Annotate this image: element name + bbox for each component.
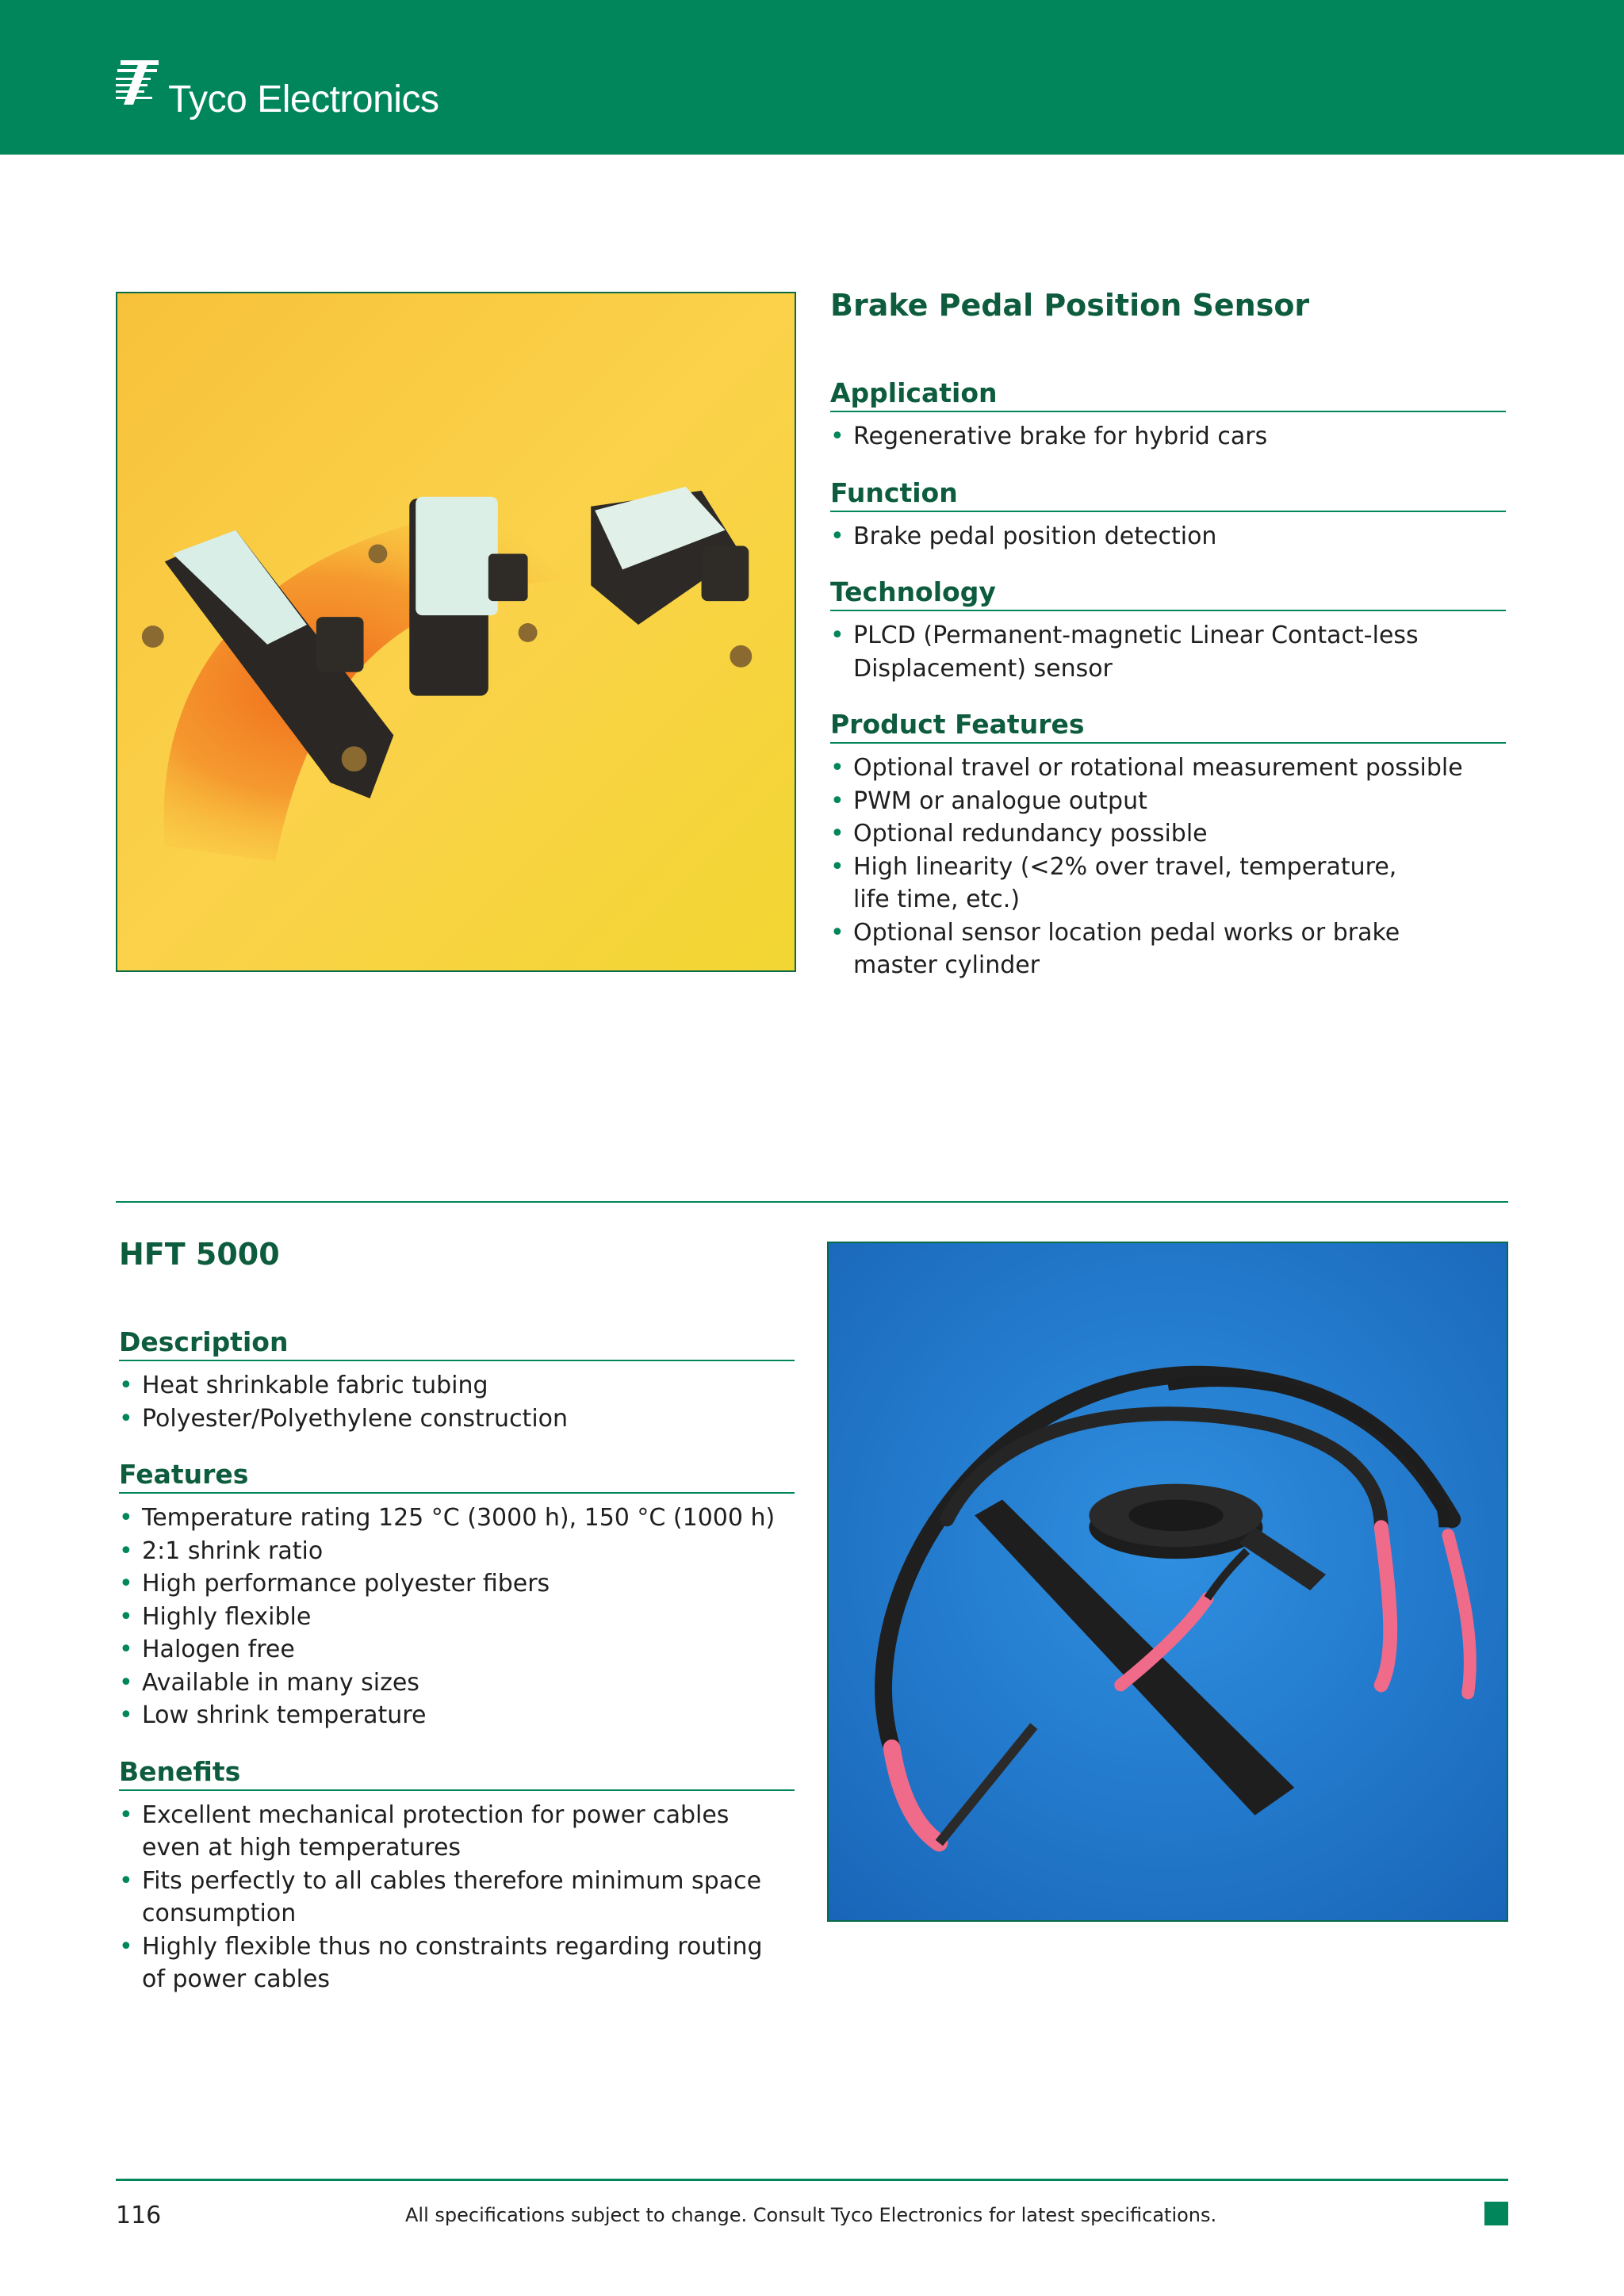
list-item xyxy=(119,1567,795,1601)
list-item-text: Optional travel or rotational measurement possible xyxy=(853,754,1463,782)
list-item-text: High linearity (<2% over travel, temperature, xyxy=(853,852,1397,881)
section-heading: Function xyxy=(830,476,1506,512)
bullet-icon: • xyxy=(119,1701,133,1729)
list-item-text: Highly flexible xyxy=(142,1602,312,1631)
list-item-text: Optional redundancy possible xyxy=(853,820,1208,848)
spec-sections xyxy=(830,376,1506,982)
list-item-text: Polyester/Polyethylene construction xyxy=(142,1404,569,1433)
bullet-icon: • xyxy=(119,1404,133,1433)
list-item-text: Low shrink temperature xyxy=(142,1701,427,1729)
list-item-text: Fits perfectly to all cables therefore minimum space xyxy=(142,1866,762,1895)
list-item xyxy=(830,817,1506,851)
bullet-icon: • xyxy=(119,1570,133,1598)
section-divider xyxy=(116,1201,1508,1203)
bullet-icon: • xyxy=(830,423,845,450)
footer-disclaimer: All specifications subject to change. Consult Tyco Electronics for latest specifications. xyxy=(405,2204,1217,2226)
list-item xyxy=(830,520,1506,553)
list-item xyxy=(119,1667,795,1700)
list-item xyxy=(119,1799,795,1865)
section-heading: Application xyxy=(830,376,1506,412)
list-item-text: Excellent mechanical protection for power cables xyxy=(142,1800,730,1829)
hft5000-section xyxy=(119,1234,795,2019)
bullet-icon: • xyxy=(119,1372,133,1399)
bullet-list xyxy=(119,1502,795,1732)
heat-shrink-tubing-photo xyxy=(827,1242,1508,1922)
list-item xyxy=(119,1865,795,1931)
bullet-icon: • xyxy=(119,1866,133,1895)
list-item xyxy=(119,1369,795,1402)
bullet-icon: • xyxy=(119,1536,133,1565)
bullet-icon: • xyxy=(119,1602,133,1631)
list-item xyxy=(119,1633,795,1667)
list-item xyxy=(830,420,1506,453)
list-item-text: 2:1 shrink ratio xyxy=(142,1536,324,1565)
list-item-text: PLCD (Permanent-magnetic Linear Contact-less xyxy=(853,622,1419,649)
bullet-icon: • xyxy=(830,786,845,815)
list-item xyxy=(830,619,1506,685)
section-heading: Benefits xyxy=(119,1755,795,1791)
tyco-logo-icon xyxy=(116,60,163,105)
list-item-text: High performance polyester fibers xyxy=(142,1570,550,1598)
section-heading: Description xyxy=(119,1325,795,1361)
bullet-icon: • xyxy=(830,622,845,649)
bullet-icon: • xyxy=(119,1932,133,1961)
list-item-text: Heat shrinkable fabric tubing xyxy=(142,1372,488,1399)
bullet-icon: • xyxy=(830,754,845,782)
list-item xyxy=(830,851,1506,916)
bullet-list xyxy=(119,1799,795,1996)
footer-rule xyxy=(116,2179,1508,2181)
list-item xyxy=(119,1402,795,1436)
list-item xyxy=(830,785,1506,818)
list-item xyxy=(119,1601,795,1634)
section-heading: Features xyxy=(119,1457,795,1494)
list-item-text: master cylinder xyxy=(853,951,1040,979)
list-item xyxy=(119,1931,795,1996)
bullet-icon: • xyxy=(119,1668,133,1697)
section-heading: Technology xyxy=(830,575,1506,611)
list-item xyxy=(830,916,1506,982)
list-item-text: Displacement) sensor xyxy=(853,654,1113,683)
list-item-text: Brake pedal position detection xyxy=(853,522,1217,550)
list-item-text: Halogen free xyxy=(142,1636,295,1663)
bullet-icon: • xyxy=(119,1636,133,1663)
list-item xyxy=(119,1535,795,1568)
list-item-text: PWM or analogue output xyxy=(853,786,1147,815)
list-item xyxy=(830,752,1506,785)
list-item-text: consumption xyxy=(142,1900,297,1927)
spec-sections xyxy=(119,1325,795,1996)
brake-sensor-section xyxy=(830,285,1506,1004)
list-item-text: Regenerative brake for hybrid cars xyxy=(853,423,1268,450)
bullet-icon: • xyxy=(830,852,845,881)
list-item-text: of power cables xyxy=(142,1965,331,1993)
page-number: 116 xyxy=(116,2202,162,2229)
bullet-list xyxy=(830,619,1506,685)
header-bar xyxy=(0,0,1624,155)
list-item-text: Available in many sizes xyxy=(142,1668,419,1697)
footer-marker xyxy=(1484,2202,1508,2225)
section-heading: Product Features xyxy=(830,707,1506,744)
product-title: Brake Pedal Position Sensor xyxy=(830,288,1310,323)
bullet-list xyxy=(119,1369,795,1435)
bullet-list xyxy=(830,752,1506,982)
bullet-icon: • xyxy=(830,918,845,947)
list-item xyxy=(119,1502,795,1535)
list-item-text: Optional sensor location pedal works or brake xyxy=(853,918,1400,947)
product-title: HFT 5000 xyxy=(119,1237,280,1272)
bullet-icon: • xyxy=(830,820,845,848)
list-item-text: even at high temperatures xyxy=(142,1834,462,1862)
list-item xyxy=(119,1699,795,1732)
bullet-icon: • xyxy=(119,1504,133,1532)
list-item-text: Temperature rating 125 °C (3000 h), 150 °C (1000 h) xyxy=(142,1504,776,1532)
bullet-list xyxy=(830,520,1506,553)
list-item-text: Highly flexible thus no constraints regarding routing xyxy=(142,1932,763,1961)
bullet-list xyxy=(830,420,1506,453)
brake-sensor-photo xyxy=(116,292,796,972)
bullet-icon: • xyxy=(830,522,845,550)
list-item-text: life time, etc.) xyxy=(853,886,1021,913)
bullet-icon: • xyxy=(119,1800,133,1829)
brand-name: Tyco Electronics xyxy=(168,78,439,121)
